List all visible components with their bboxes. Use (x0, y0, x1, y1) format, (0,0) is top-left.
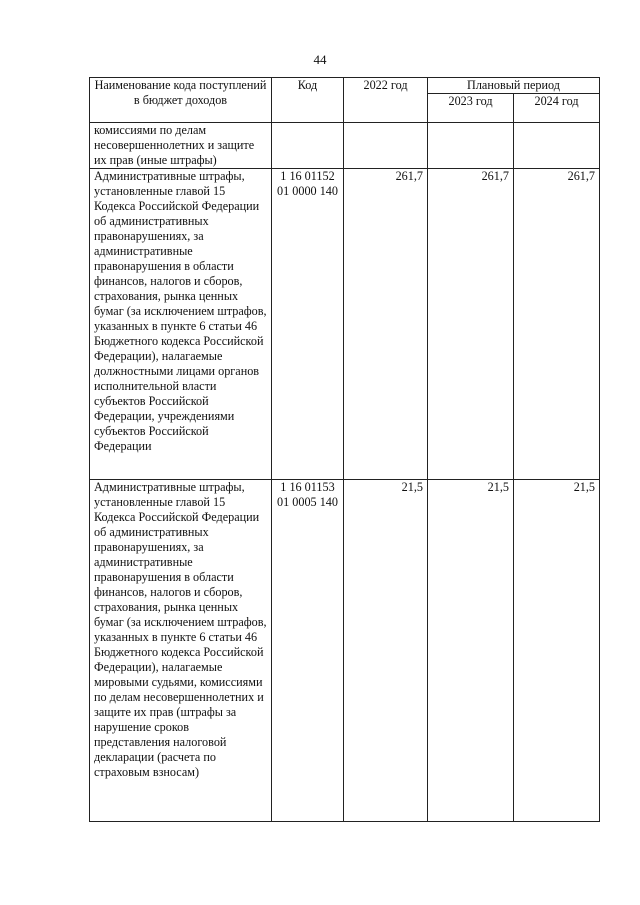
row-value-2024: 21,5 (514, 480, 600, 822)
row-name: Административные штрафы, установленные главой 15 Кодекса Российской Федерации об административных правонарушениях, за административные правонарушения в области финансов, налогов и сборов, страхования, рынка ценных бумаг (за исключением штрафов, указанных в пункте 6 статьи 46 Бюджетного кодекса Российской Федерации), налагаемые мировыми судьями, комиссиями по делам несовершеннолетних и защите их прав (штрафы за нарушение сроков представления налоговой декларации (расчета по страховым взносам) (90, 480, 272, 822)
row-name: Административные штрафы, установленные главой 15 Кодекса Российской Федерации об административных правонарушениях, за административные правонарушения в области финансов, налогов и сборов, страхования, рынка ценных бумаг (за исключением штрафов, указанных в пункте 6 статьи 46 Бюджетного кодекса Российской Федерации), налагаемые должностными лицами органов исполнительной власти субъектов Российской Федерации, учреждениями субъектов Российской Федерации (90, 169, 272, 480)
table-row (90, 123, 600, 169)
header-code: Код (272, 78, 344, 123)
row-value-2024 (514, 123, 600, 169)
header-year-2024: 2024 год (514, 94, 600, 123)
row-value-2023: 261,7 (428, 169, 514, 480)
header-name: Наименование кода поступлений в бюджет доходов (90, 78, 272, 123)
row-code: 1 16 01153 01 0005 140 (272, 480, 344, 822)
row-name: комиссиями по делам несовершеннолетних и защите их прав (иные штрафы) (90, 123, 272, 169)
header-year-2022: 2022 год (344, 78, 428, 123)
row-value-2022 (344, 123, 428, 169)
budget-table (89, 77, 600, 822)
row-value-2023: 21,5 (428, 480, 514, 822)
row-value-2023 (428, 123, 514, 169)
table-row (90, 169, 600, 480)
row-value-2022: 21,5 (344, 480, 428, 822)
page-number: 44 (313, 52, 327, 67)
header-planned-period: Плановый период (428, 78, 600, 94)
table-row (90, 480, 600, 822)
row-value-2024: 261,7 (514, 169, 600, 480)
header-row (90, 78, 600, 94)
row-value-2022: 261,7 (344, 169, 428, 480)
row-code: 1 16 01152 01 0000 140 (272, 169, 344, 480)
header-year-2023: 2023 год (428, 94, 514, 123)
row-code (272, 123, 344, 169)
